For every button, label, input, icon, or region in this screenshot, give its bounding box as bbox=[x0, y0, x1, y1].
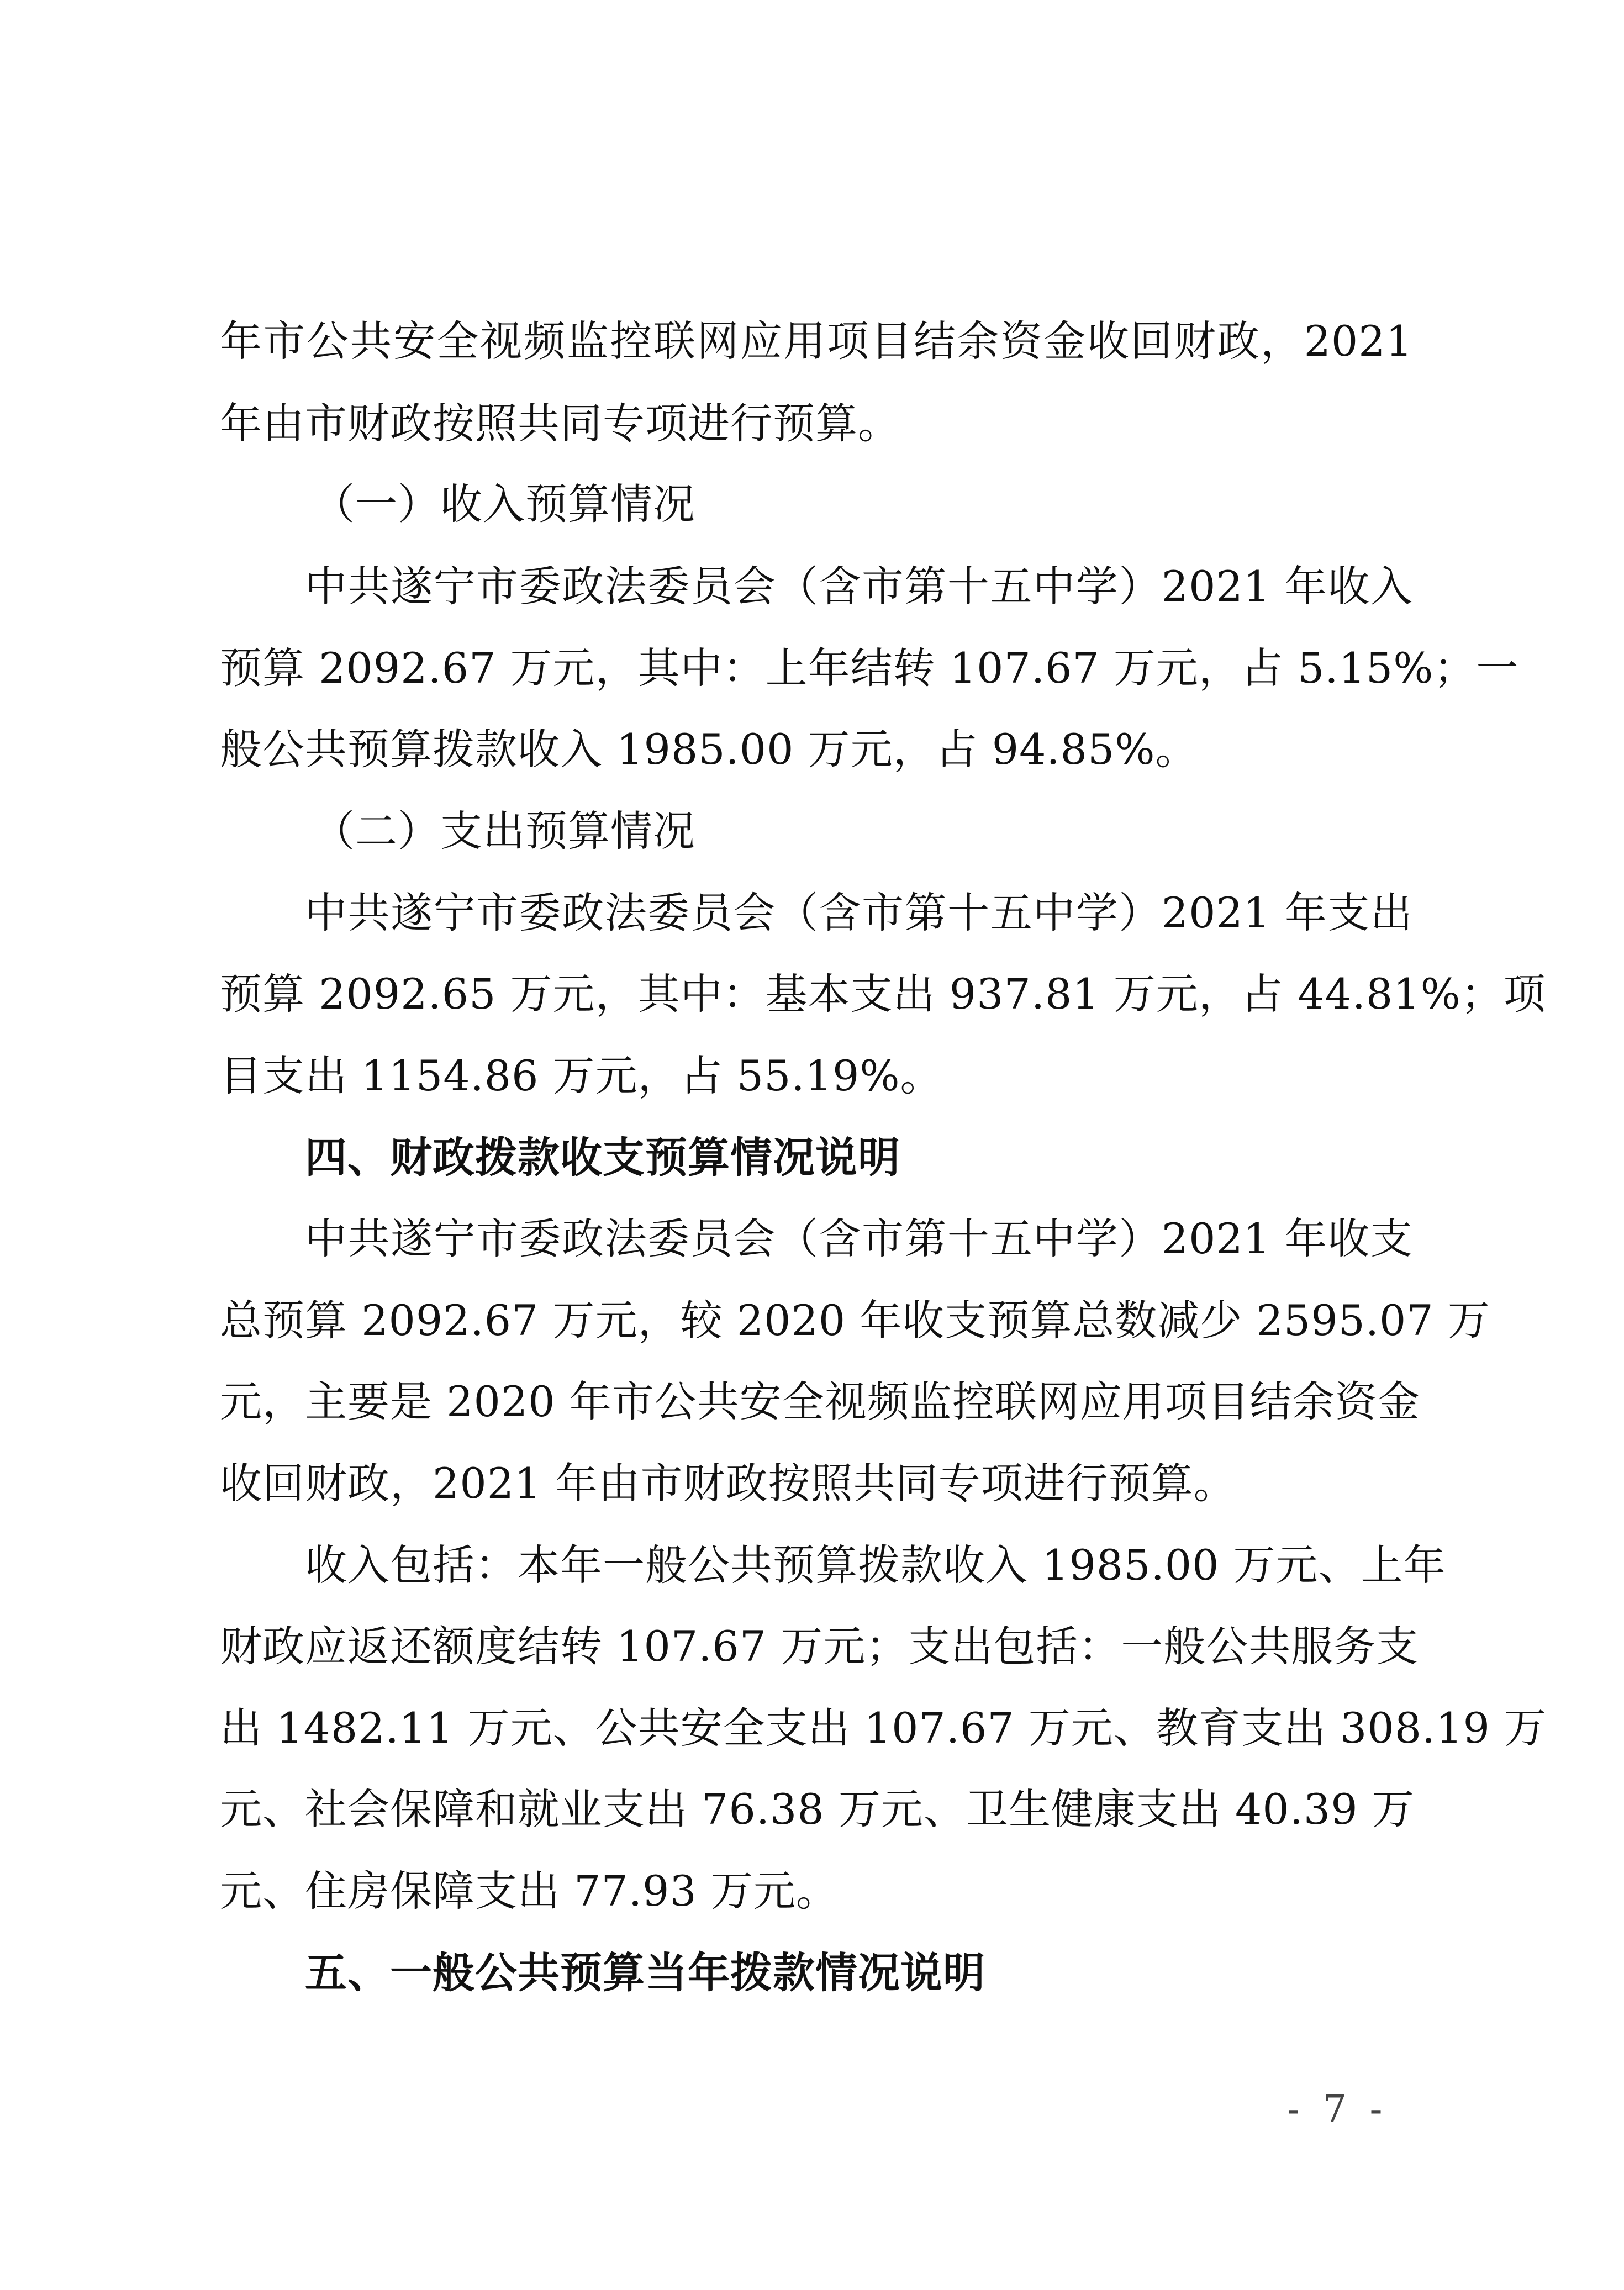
body-line-14: 元，主要是 2020 年市公共安全视频监控联网应用项目结余资金 bbox=[220, 1377, 1420, 1426]
subsection-heading-income: （一）收入预算情况 bbox=[313, 479, 695, 529]
body-line-18: 出 1482.11 万元、公共安全支出 107.67 万元、教育支出 308.19 万 bbox=[220, 1703, 1547, 1753]
body-line-19: 元、社会保障和就业支出 76.38 万元、卫生健康支出 40.39 万 bbox=[220, 1785, 1415, 1834]
body-line-17: 财政应返还额度结转 107.67 万元；支出包括：一般公共服务支 bbox=[220, 1622, 1419, 1671]
subsection-heading-expenditure: （二）支出预算情况 bbox=[313, 806, 695, 856]
page-number: - 7 - bbox=[1287, 2088, 1388, 2131]
body-line-13: 总预算 2092.67 万元，较 2020 年收支预算总数减少 2595.07 万 bbox=[220, 1296, 1490, 1345]
section-heading-5: 五、一般公共预算当年拨款情况说明 bbox=[305, 1948, 985, 1997]
body-line-1: 年市公共安全视频监控联网应用项目结余资金收回财政，2021 bbox=[220, 316, 1413, 366]
body-line-9: 预算 2092.65 万元，其中：基本支出 937.81 万元，占 44.81%；项 bbox=[220, 969, 1546, 1019]
body-line-15: 收回财政，2021 年由市财政按照共同专项进行预算。 bbox=[220, 1459, 1236, 1508]
section-heading-4: 四、财政拨款收支预算情况说明 bbox=[305, 1133, 900, 1182]
body-line-10: 目支出 1154.86 万元，占 55.19%。 bbox=[220, 1051, 943, 1100]
body-line-12: 中共遂宁市委政法委员会（含市第十五中学）2021 年收支 bbox=[305, 1214, 1413, 1263]
body-line-8: 中共遂宁市委政法委员会（含市第十五中学）2021 年支出 bbox=[305, 888, 1413, 937]
body-line-6: 般公共预算拨款收入 1985.00 万元，占 94.85%。 bbox=[220, 725, 1198, 774]
body-line-5: 预算 2092.67 万元，其中：上年结转 107.67 万元，占 5.15%；一 bbox=[220, 643, 1519, 693]
body-line-2: 年由市财政按照共同专项进行预算。 bbox=[220, 399, 900, 448]
body-line-4: 中共遂宁市委政法委员会（含市第十五中学）2021 年收入 bbox=[305, 562, 1413, 611]
body-line-20: 元、住房保障支出 77.93 万元。 bbox=[220, 1866, 839, 1916]
body-line-16: 收入包括：本年一般公共预算拨款收入 1985.00 万元、上年 bbox=[305, 1540, 1446, 1590]
